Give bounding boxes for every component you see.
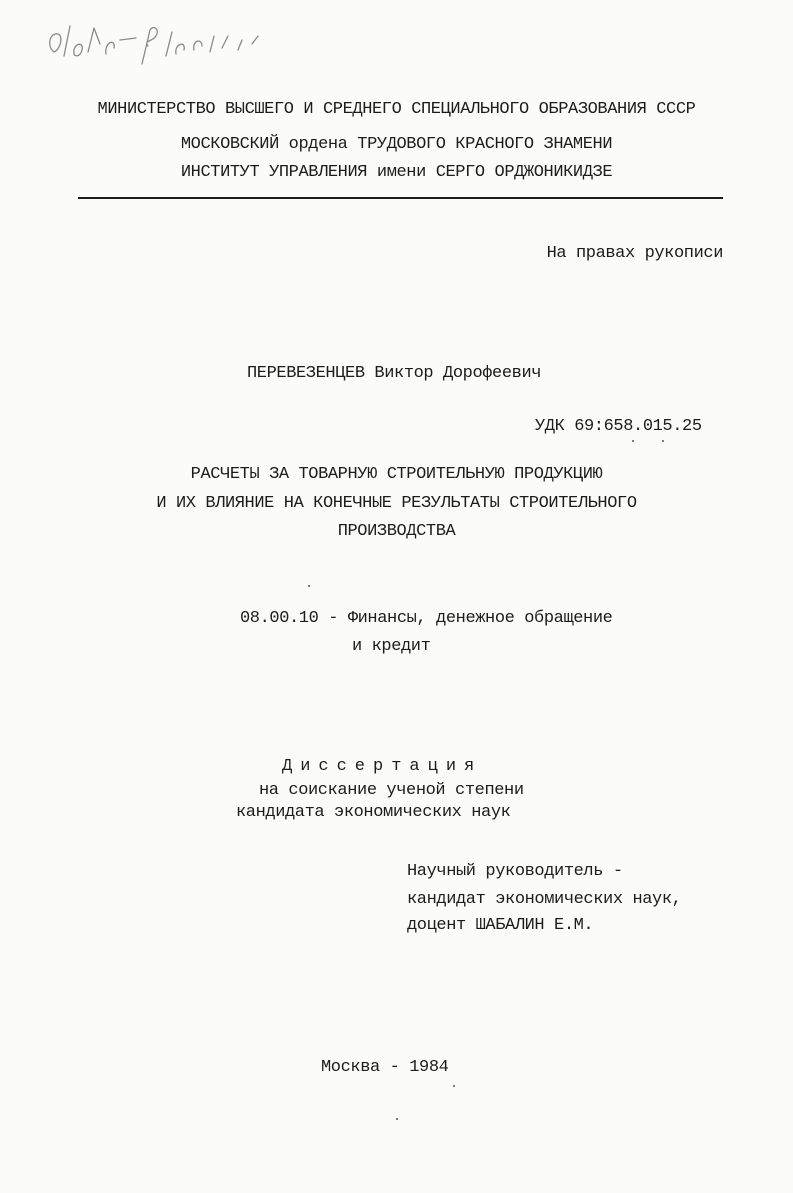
udc-code: УДК 69:658.015.25 [535,417,702,436]
degree-line-1: на соискание ученой степени [259,781,524,800]
institute-line-1: МОСКОВСКИЙ ордена ТРУДОВОГО КРАСНОГО ЗНАМЕНИ [180,135,613,154]
handwritten-pencil-mark [44,14,284,74]
dissertation-label: Диссертация [282,757,483,776]
degree-line-2: кандидата экономических наук [236,803,511,822]
specialty-line-2: и кредит [352,637,431,656]
specialty-line-1: 08.00.10 - Финансы, денежное обращение [240,609,613,628]
ministry-heading: МИНИСТЕРСТВО ВЫСШЕГО И СРЕДНЕГО СПЕЦИАЛЬНОГО ОБРАЗОВАНИЯ СССР [97,100,696,119]
title-line-2: И ИХ ВЛИЯНИЕ НА КОНЕЧНЫЕ РЕЗУЛЬТАТЫ СТРОИТЕЛЬНОГО [156,494,637,513]
title-line-1: РАСЧЕТЫ ЗА ТОВАРНУЮ СТРОИТЕЛЬНУЮ ПРОДУКЦИЮ [190,465,603,484]
header-rule [78,197,723,199]
supervisor-line-2: кандидат экономических наук, [407,890,682,909]
place-year: Москва - 1984 [321,1058,449,1077]
ink-speck [632,440,634,442]
author-name: ПЕРЕВЕЗЕНЦЕВ Виктор Дорофеевич [247,364,542,383]
institute-line-2: ИНСТИТУТ УПРАВЛЕНИЯ имени СЕРГО ОРДЖОНИКИДЗЕ [180,163,613,182]
manuscript-note: На правах рукописи [546,244,723,263]
title-line-3: ПРОИЗВОДСТВА [337,522,456,541]
supervisor-line-1: Научный руководитель - [407,862,623,881]
ink-speck [396,1118,398,1120]
ink-speck [453,1085,455,1087]
ink-speck [662,440,664,442]
ink-speck [308,585,310,587]
supervisor-line-3: доцент ШАБАЛИН Е.М. [407,916,594,935]
